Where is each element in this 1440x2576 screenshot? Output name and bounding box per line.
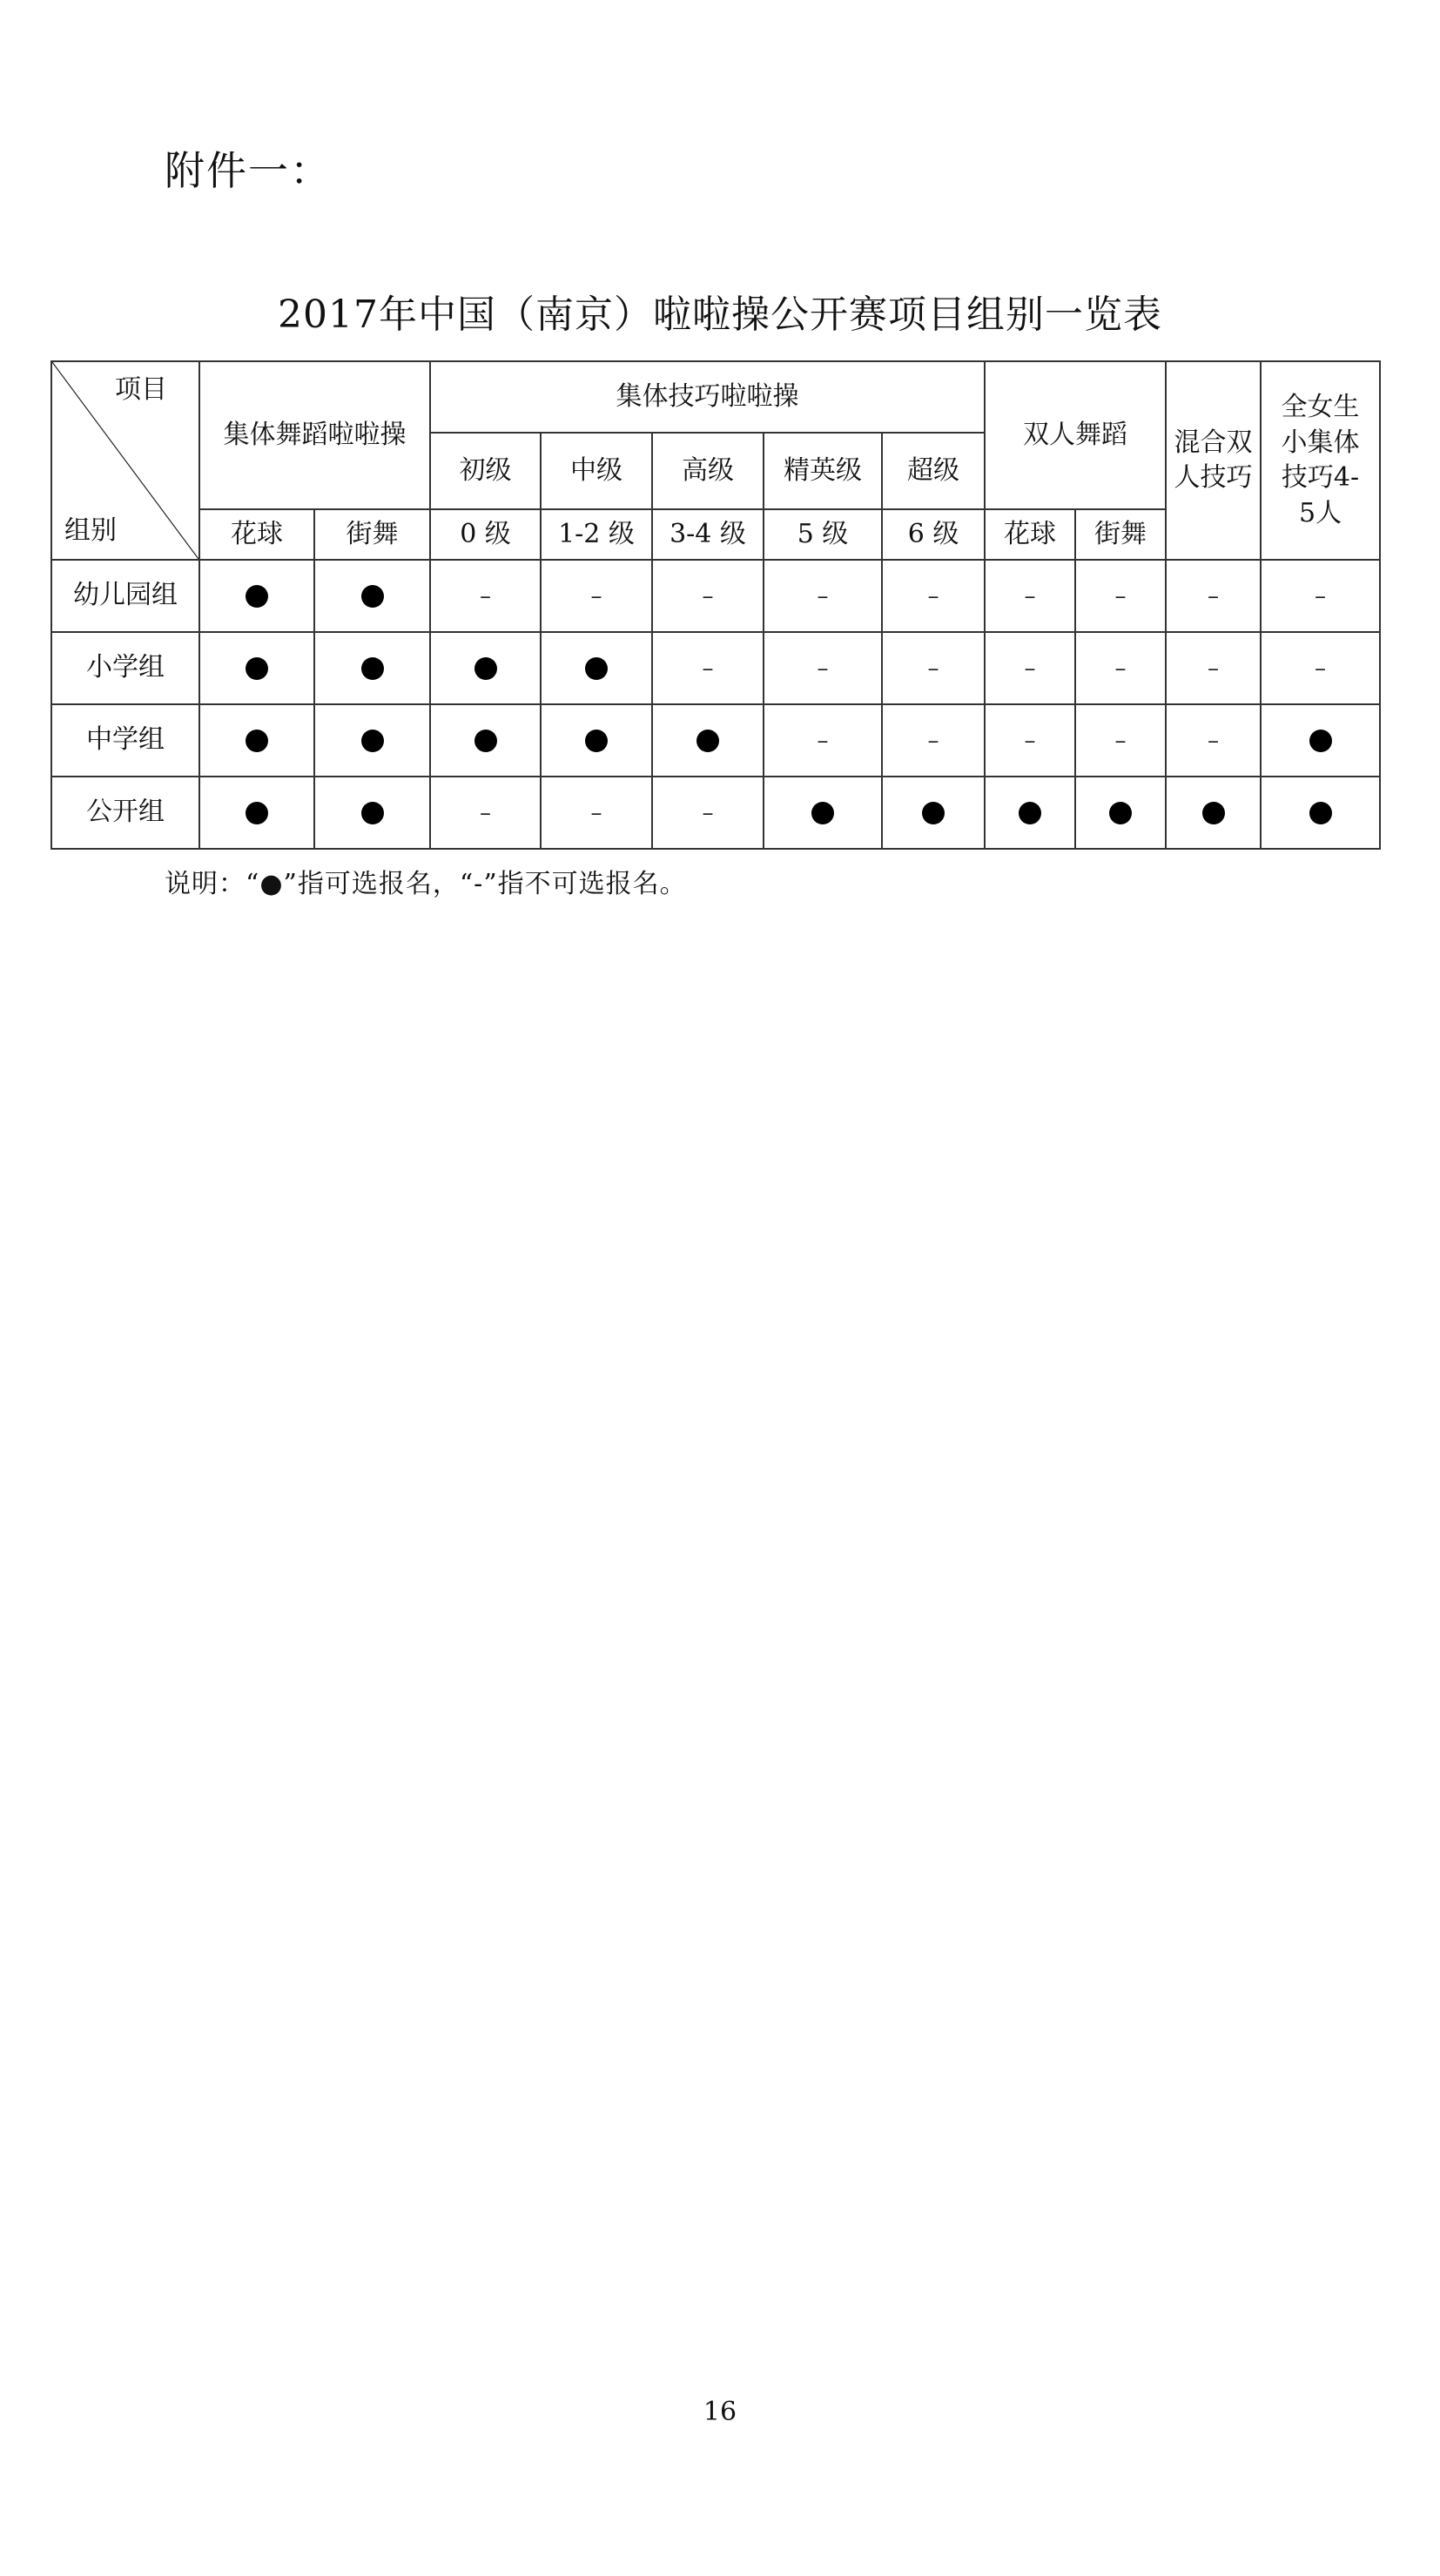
- dot-icon: [361, 657, 384, 680]
- cell-available: [1075, 777, 1166, 849]
- dot-icon: [696, 730, 719, 752]
- cell-available: [430, 632, 541, 704]
- cell-unavailable: [430, 560, 541, 632]
- dash-symbol: –: [1315, 583, 1327, 610]
- subheader-advanced: 高级: [652, 433, 764, 509]
- dash-symbol: –: [1114, 728, 1127, 755]
- row-label: 公开组: [51, 777, 199, 849]
- subheader-intermediate: 中级: [541, 433, 652, 509]
- cell-unavailable: [985, 632, 1075, 704]
- header-group-mixed-pair: [1166, 361, 1261, 560]
- corner-label-groups: 组别: [64, 515, 117, 546]
- page-title: 2017年中国（南京）啦啦操公开赛项目组别一览表: [278, 293, 1162, 337]
- cell-unavailable: [764, 704, 882, 777]
- dot-icon: [811, 802, 834, 824]
- dash-symbol: –: [817, 656, 829, 683]
- cell-unavailable: [1166, 704, 1261, 777]
- header-corner-cell: [51, 361, 199, 560]
- row-label: 小学组: [51, 632, 199, 704]
- header-group-skills: 集体技巧啦啦操: [430, 361, 985, 433]
- cell-available: [314, 560, 430, 632]
- dash-symbol: –: [702, 583, 714, 610]
- cell-available: [541, 704, 652, 777]
- dash-symbol: –: [590, 583, 602, 610]
- cell-available: [314, 777, 430, 849]
- leaf-header-cell: 花球: [199, 509, 314, 560]
- table-row: [51, 632, 1380, 704]
- row-label: 幼儿园组: [51, 560, 199, 632]
- dot-icon: [246, 802, 268, 824]
- cell-unavailable: [1261, 560, 1380, 632]
- subheader-super: 超级: [882, 433, 985, 509]
- dash-symbol: –: [817, 583, 829, 610]
- cell-unavailable: [430, 777, 541, 849]
- dash-symbol: –: [702, 656, 714, 683]
- table-row: [51, 777, 1380, 849]
- cell-available: [1166, 777, 1261, 849]
- legend-note: 说明：“●”指可选报名，“-”指不可选报名。: [165, 869, 687, 899]
- dash-symbol: –: [590, 800, 602, 827]
- cell-unavailable: [541, 777, 652, 849]
- dot-icon: [1309, 802, 1332, 824]
- dash-symbol: –: [1315, 656, 1327, 683]
- cell-available: [764, 777, 882, 849]
- dash-symbol: –: [1024, 583, 1036, 610]
- header-mixed-pair-text: 混合双人技巧: [1174, 427, 1253, 493]
- dash-symbol: –: [1208, 583, 1220, 610]
- cell-unavailable: [764, 560, 882, 632]
- dash-symbol: –: [817, 728, 829, 755]
- dot-icon: [1309, 730, 1332, 752]
- dash-symbol: –: [1024, 656, 1036, 683]
- dash-symbol: –: [480, 583, 491, 610]
- cell-unavailable: [1075, 704, 1166, 777]
- dash-symbol: –: [1114, 583, 1127, 610]
- subheader-elite: 精英级: [764, 433, 882, 509]
- dot-icon: [585, 657, 608, 680]
- table-row: [51, 560, 1380, 632]
- cell-available: [652, 704, 764, 777]
- dash-symbol: –: [927, 583, 939, 610]
- cell-unavailable: [882, 560, 985, 632]
- dot-icon: [1109, 802, 1132, 824]
- leaf-header-cell: 6 级: [882, 509, 985, 560]
- event-category-table: [50, 360, 1381, 850]
- cell-available: [430, 704, 541, 777]
- dot-icon: [474, 730, 497, 752]
- header-group-dance: 集体舞蹈啦啦操: [199, 361, 430, 509]
- dash-symbol: –: [1114, 656, 1127, 683]
- cell-unavailable: [1166, 560, 1261, 632]
- cell-unavailable: [1261, 632, 1380, 704]
- dot-icon: [246, 730, 268, 752]
- leaf-header-cell: 5 级: [764, 509, 882, 560]
- cell-unavailable: [764, 632, 882, 704]
- cell-available: [199, 560, 314, 632]
- cell-available: [1261, 704, 1380, 777]
- cell-unavailable: [985, 560, 1075, 632]
- dot-icon: [246, 657, 268, 680]
- leaf-header-cell: 1-2 级: [541, 509, 652, 560]
- dot-icon: [1019, 802, 1041, 824]
- leaf-header-cell: 街舞: [1075, 509, 1166, 560]
- cell-available: [199, 632, 314, 704]
- cell-available: [314, 704, 430, 777]
- header-group-pair-dance: 双人舞蹈: [985, 361, 1166, 509]
- cell-unavailable: [882, 704, 985, 777]
- page-number: 16: [703, 2397, 737, 2427]
- dot-icon: [361, 802, 384, 824]
- cell-available: [541, 632, 652, 704]
- dot-icon: [922, 802, 945, 824]
- leaf-header-cell: 0 级: [430, 509, 541, 560]
- header-all-female-text: 全女生小集体技巧4-5人: [1281, 392, 1360, 528]
- subheader-beginner: 初级: [430, 433, 541, 509]
- attachment-label: 附件一：: [165, 147, 332, 194]
- dash-symbol: –: [1208, 656, 1220, 683]
- dash-symbol: –: [927, 728, 939, 755]
- cell-unavailable: [1075, 560, 1166, 632]
- dot-icon: [1202, 802, 1225, 824]
- table-row: [51, 704, 1380, 777]
- cell-unavailable: [652, 632, 764, 704]
- cell-unavailable: [1075, 632, 1166, 704]
- cell-available: [985, 777, 1075, 849]
- dash-symbol: –: [927, 656, 939, 683]
- cell-available: [1261, 777, 1380, 849]
- cell-unavailable: [541, 560, 652, 632]
- dash-symbol: –: [1208, 728, 1220, 755]
- cell-unavailable: [985, 704, 1075, 777]
- dash-symbol: –: [1024, 728, 1036, 755]
- corner-label-items: 项目: [115, 374, 167, 405]
- cell-unavailable: [652, 777, 764, 849]
- leaf-header-cell: 街舞: [314, 509, 430, 560]
- cell-unavailable: [882, 632, 985, 704]
- dot-icon: [246, 585, 268, 608]
- dot-icon: [361, 730, 384, 752]
- cell-available: [882, 777, 985, 849]
- dot-icon: [474, 657, 497, 680]
- cell-unavailable: [652, 560, 764, 632]
- dash-symbol: –: [480, 800, 491, 827]
- dot-icon: [361, 585, 384, 608]
- cell-available: [314, 632, 430, 704]
- leaf-header-cell: 花球: [985, 509, 1075, 560]
- row-label: 中学组: [51, 704, 199, 777]
- header-group-all-female: [1261, 361, 1380, 560]
- dot-icon: [585, 730, 608, 752]
- cell-available: [199, 704, 314, 777]
- leaf-header-cell: 3-4 级: [652, 509, 764, 560]
- cell-unavailable: [1166, 632, 1261, 704]
- dash-symbol: –: [702, 800, 714, 827]
- cell-available: [199, 777, 314, 849]
